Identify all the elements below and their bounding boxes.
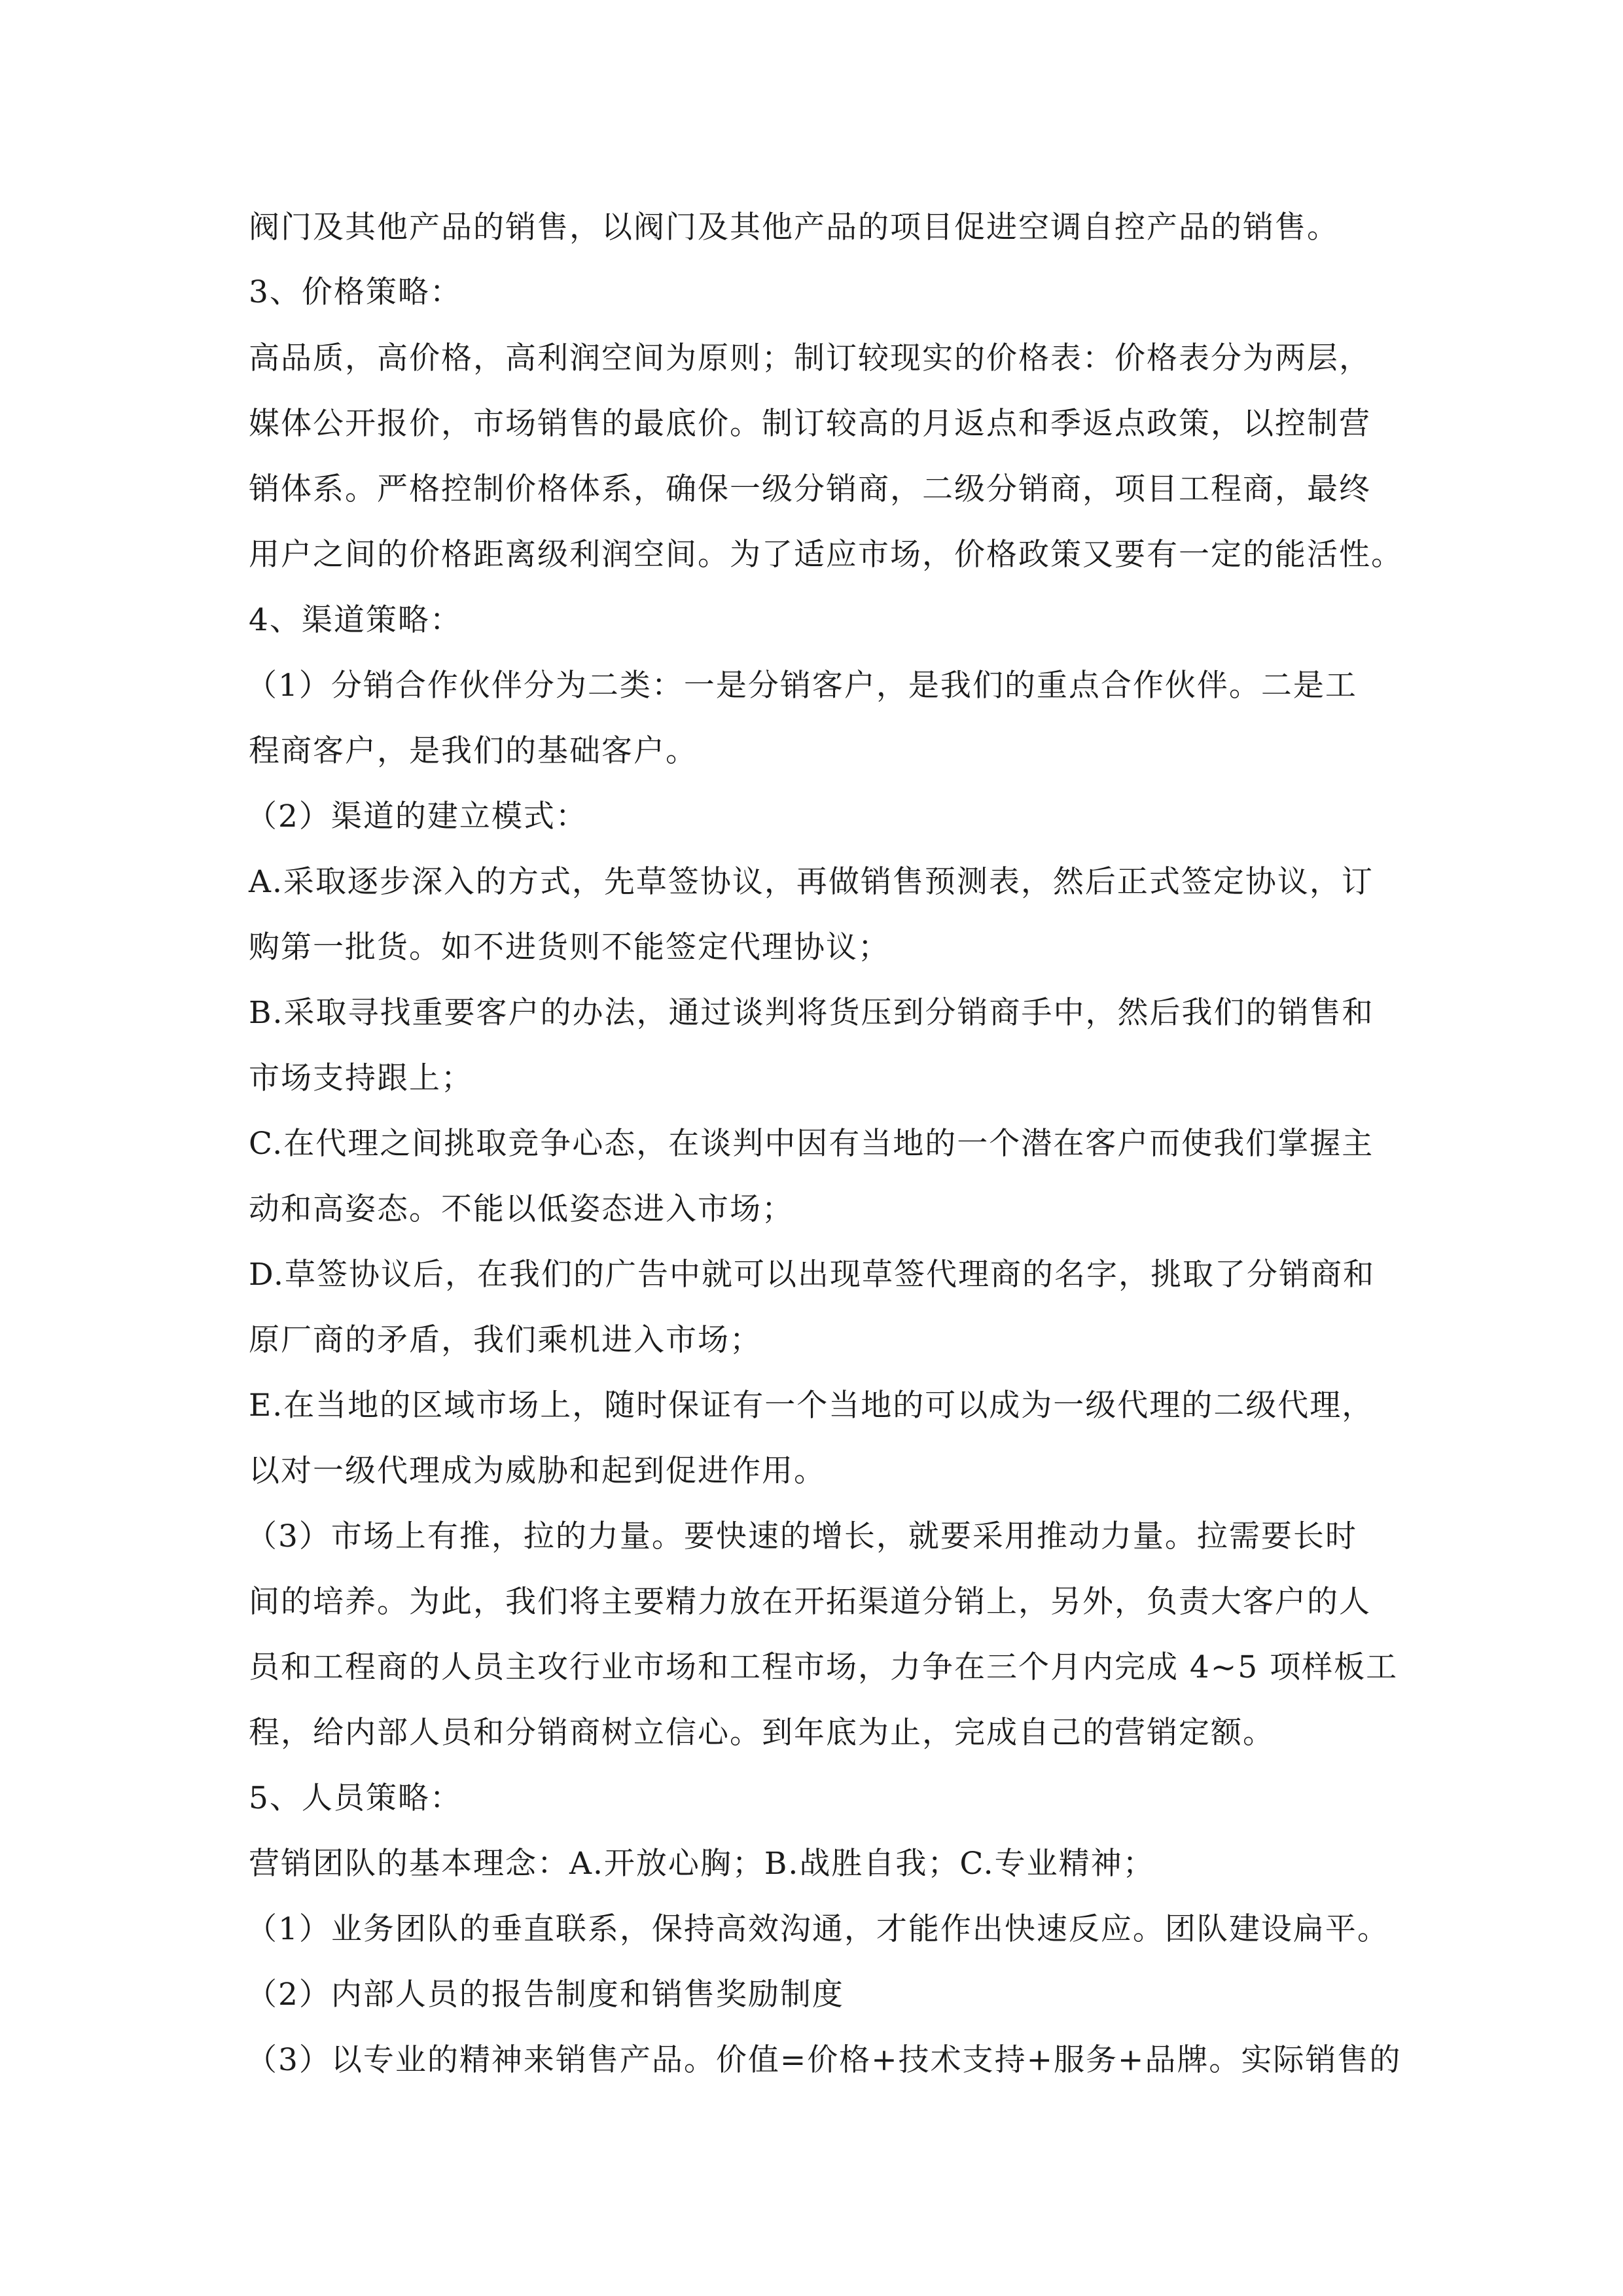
text-line: B.采取寻找重要客户的办法，通过谈判将货压到分销商手中，然后我们的销售和 [249, 995, 1374, 1031]
text-line: A.采取逐步深入的方式，先草签协议，再做销售预测表，然后正式签定协议，订 [249, 864, 1374, 900]
text-line: 程商客户，是我们的基础客户。 [249, 733, 698, 769]
text-line: 营销团队的基本理念：A.开放心胸；B.战胜自我；C.专业精神； [249, 1846, 1155, 1882]
section-heading-personnel: 5、人员策略： [249, 1780, 462, 1816]
text-line: 高品质，高价格，高利润空间为原则；制订较现实的价格表：价格表分为两层， [249, 340, 1371, 376]
text-line: 阀门及其他产品的销售，以阀门及其他产品的项目促进空调自控产品的销售。 [249, 209, 1339, 245]
text-line: （1）分销合作伙伴分为二类：一是分销客户，是我们的重点合作伙伴。二是工 [246, 668, 1357, 704]
text-line: 间的培养。为此，我们将主要精力放在开拓渠道分销上，另外，负责大客户的人 [249, 1584, 1371, 1620]
text-line: 媒体公开报价，市场销售的最底价。制订较高的月返点和季返点政策，以控制营 [249, 406, 1371, 442]
text-line: 动和高姿态。不能以低姿态进入市场； [249, 1191, 794, 1227]
text-line: （2）渠道的建立模式： [246, 798, 588, 834]
text-line: （2）内部人员的报告制度和销售奖励制度 [246, 1977, 844, 2013]
text-line: 以对一级代理成为威胁和起到促进作用。 [249, 1453, 826, 1489]
text-line: C.在代理之间挑取竞争心态，在谈判中因有当地的一个潜在客户而使我们掌握主 [249, 1126, 1374, 1162]
text-line: 员和工程商的人员主攻行业市场和工程市场，力争在三个月内完成 4~5 项样板工 [249, 1649, 1399, 1685]
text-line: E.在当地的区域市场上，随时保证有一个当地的可以成为一级代理的二级代理， [249, 1388, 1374, 1424]
text-line: 销体系。严格控制价格体系，确保一级分销商，二级分销商，项目工程商，最终 [249, 471, 1371, 507]
text-line: 程，给内部人员和分销商树立信心。到年底为止，完成自己的营销定额。 [249, 1715, 1275, 1751]
section-heading-channel: 4、渠道策略： [249, 602, 462, 638]
text-line: 市场支持跟上； [249, 1060, 473, 1096]
text-line: （3）市场上有推，拉的力量。要快速的增长，就要采用推动力量。拉需要长时 [246, 1518, 1357, 1554]
text-line: （1）业务团队的垂直联系，保持高效沟通，才能作出快速反应。团队建设扁平。 [246, 1911, 1389, 1947]
text-line: D.草签协议后，在我们的广告中就可以出现草签代理商的名字，挑取了分销商和 [249, 1257, 1375, 1293]
section-heading-pricing: 3、价格策略： [249, 274, 462, 310]
text-line: 用户之间的价格距离级利润空间。为了适应市场，价格政策又要有一定的能活性。 [249, 537, 1403, 573]
text-line: 购第一批货。如不进货则不能签定代理协议； [249, 929, 890, 965]
text-line: 原厂商的矛盾，我们乘机进入市场； [249, 1322, 762, 1358]
text-line: （3）以专业的精神来销售产品。价值=价格+技术支持+服务+品牌。实际销售的 [246, 2042, 1402, 2078]
